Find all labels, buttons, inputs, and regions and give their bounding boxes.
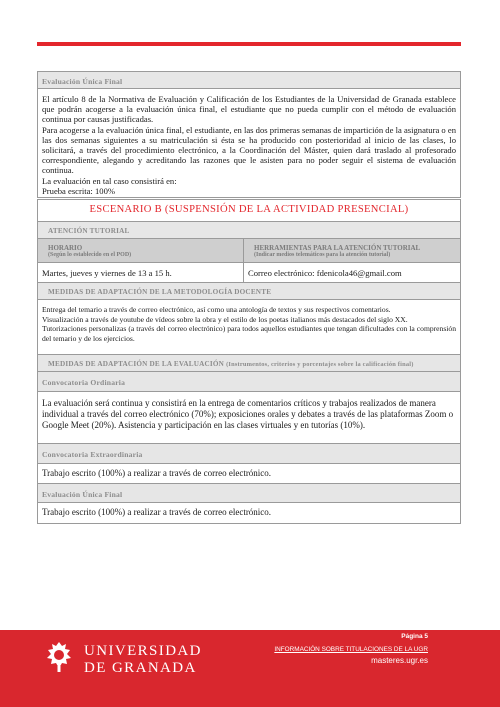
section-body	[38, 89, 460, 197]
section-header	[38, 72, 460, 89]
ordinaria-header	[38, 372, 460, 392]
evaluacion-header	[38, 355, 460, 372]
metodologia-line-3: Tutorizaciones personalizas (a través del correo electrónico) para todos aquellos estudiantes que tengan dificultades con la comprensión del temario y de los ejercicios.	[42, 324, 456, 343]
unica-title: Evaluación Única Final	[42, 490, 123, 499]
metodologia-body	[38, 300, 460, 355]
metodologia-title: MEDIDAS DE ADAPTACIÓN DE LA METODOLOGÍA DOCENTE	[48, 288, 272, 296]
ordinaria-text: La evaluación será continua y consistirá en la entrega de comentarios críticos y trabajos realizados de manera individual a través del correo electrónico (70%); exposiciones orales y debates a través de las plataformas Zoom o Google Meet (20%). Asistencia y participación en las clases virtuales y en tutorías (10%).	[42, 398, 454, 430]
logo-line-2: DE GRANADA	[84, 660, 197, 676]
extraordinaria-title: Convocatoria Extraordinaria	[42, 450, 143, 459]
extraordinaria-text: Trabajo escrito (100%) a realizar a través de correo electrónico.	[42, 468, 272, 478]
herramientas-value: Correo electrónico: fdenicola46@gmail.com	[248, 268, 402, 278]
page-number: Página 5	[401, 633, 428, 640]
university-logo-text	[84, 644, 202, 676]
evaluacion-unica-table	[37, 71, 461, 198]
unica-header	[38, 484, 460, 503]
unica-text: Trabajo escrito (100%) a realizar a través de correo electrónico.	[42, 507, 272, 517]
top-accent-bar	[37, 42, 461, 46]
scenario-title: ESCENARIO B (SUSPENSIÓN DE LA ACTIVIDAD PRESENCIAL)	[38, 200, 460, 222]
evaluacion-title-note: (Instrumentos, criterios y porcentajes sobre la calificación final)	[226, 361, 414, 368]
horario-header	[38, 239, 244, 262]
ordinaria-title: Convocatoria Ordinaria	[42, 378, 126, 387]
university-crest-icon	[42, 640, 76, 674]
herramientas-header	[244, 239, 460, 262]
atencion-title: ATENCIÓN TUTORIAL	[48, 227, 130, 235]
website-link[interactable]: masteres.ugr.es	[371, 656, 428, 665]
horario-value: Martes, jueves y viernes de 13 a 15 h.	[38, 263, 244, 282]
atencion-values	[38, 263, 460, 283]
info-link[interactable]: INFORMACIÓN SOBRE TITULACIONES DE LA UGR	[274, 646, 428, 653]
paragraph-procedimiento: Para acogerse a la evaluación única final, el estudiante, en las dos primeras semanas de impartición de la asignatura o en las dos semanas siguientes a su matriculación si ésta se ha producido con posterioridad al inicio de las clases, lo solicitará, a través del procedimiento electrónico, a la Coordinación del Máster, quien dará traslado al profesorado correspondiente, alegando y acreditando las razones que le asisten para no poder seguir el sistema de evaluación continua.	[42, 124, 456, 176]
herramientas-label: HERRAMIENTAS PARA LA ATENCIÓN TUTORIAL	[254, 244, 421, 252]
horario-note: (Según lo establecido en el POD)	[48, 252, 132, 258]
paragraph-normativa: El artículo 8 de la Normativa de Evaluación y Calificación de los Estudiantes de la Universidad de Granada establece que podrán acogerse a la evaluación única final, el estudiante que no pueda cumplir con el método de evaluación continua por causas justificadas.	[42, 94, 456, 125]
logo-line-1: UNIVERSIDAD	[84, 643, 202, 659]
unica-body	[38, 503, 460, 523]
metodologia-line-2: Visualización a través de youtube de vídeos sobre la obra y el estilo de los poetas italianos más destacados del siglo XX.	[42, 314, 408, 324]
metodologia-header	[38, 283, 460, 300]
extraordinaria-body	[38, 464, 460, 484]
ordinaria-body	[38, 392, 460, 444]
horario-label: HORARIO	[48, 244, 83, 252]
paragraph-prueba: Prueba escrita: 100%	[42, 185, 116, 196]
atencion-subheader	[38, 239, 460, 263]
metodologia-line-1: Entrega del temario a través de correo electrónico, así como una antología de textos y sus respectivos comentarios.	[42, 305, 391, 314]
evaluacion-title: MEDIDAS DE ADAPTACIÓN DE LA EVALUACIÓN	[48, 360, 225, 368]
section-title: Evaluación Única Final	[42, 77, 123, 86]
paragraph-consistira: La evaluación en tal caso consistirá en:	[42, 175, 177, 186]
extraordinaria-header	[38, 444, 460, 464]
atencion-header	[38, 222, 460, 239]
escenario-b-table	[37, 199, 461, 524]
herramientas-note: (Indicar medios telemáticos para la atención tutorial)	[254, 252, 391, 258]
